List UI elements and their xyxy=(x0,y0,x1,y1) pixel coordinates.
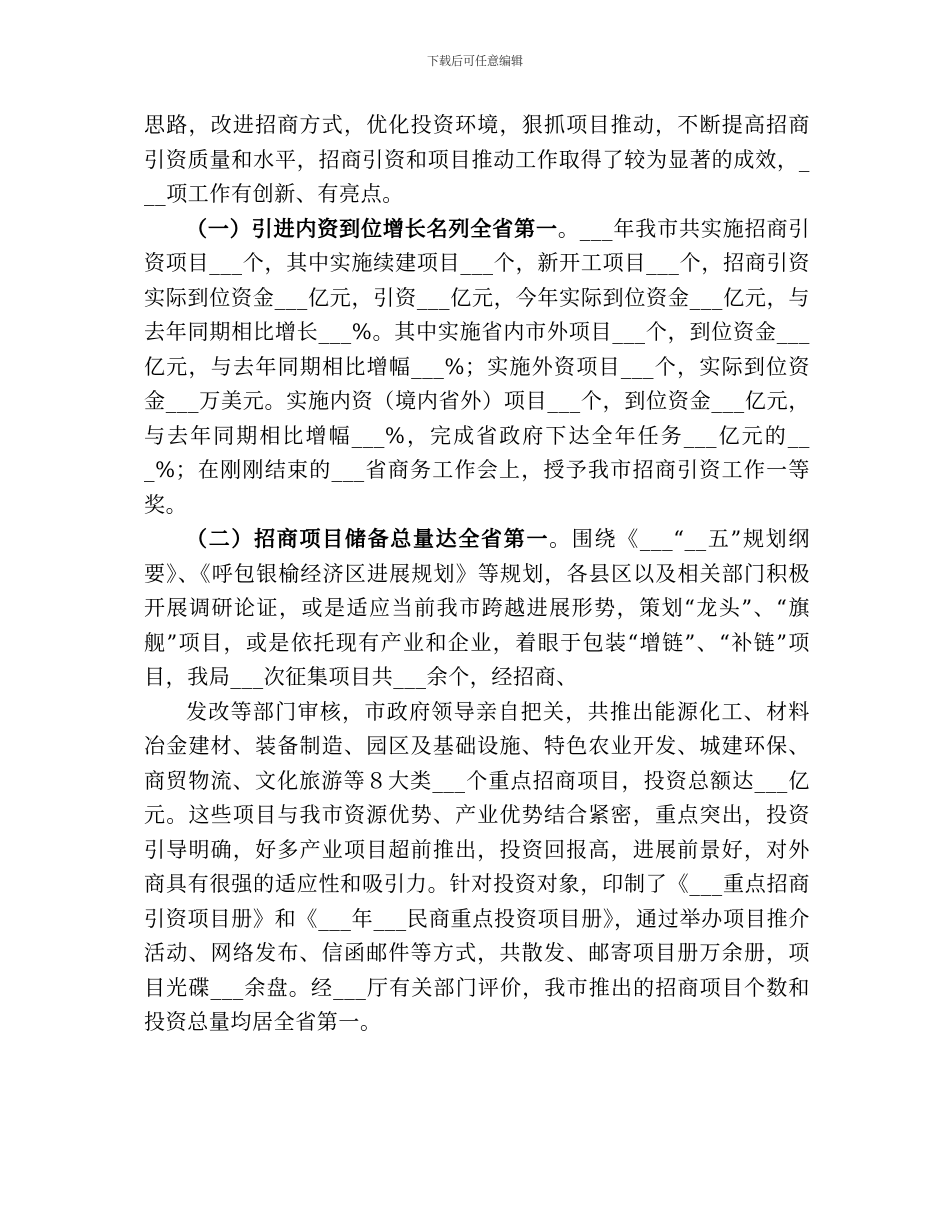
paragraph-section-one xyxy=(144,212,810,523)
section-two-body: 。围绕《___“__五”规划纲要》、《呼包银榆经济区进展规划》等规划，各县区以及相关部门积极开展调研论证，或是适应当前我市跨越进展形势，策划“龙头”、“旗舰”项目，或是依托现有产业和企业，着眼于包装“增链”、“补链”项目，我局___次征集项目共___余个，经招商、 xyxy=(144,527,810,689)
section-one-heading: （一）引进内资到位增长名列全省第一 xyxy=(186,216,558,241)
section-one-body: 。___年我市共实施招商引资项目___个，其中实施续建项目___个，新开工项目___个，招商引资实际到位资金___亿元，引资___亿元，今年实际到位资金___亿元，与去年同期相比增长___%。其中实施省内市外项目___个，到位资金___亿元，与去年同期相比增幅___%；实施外资项目___个，实际到位资金___万美元。实施内资（境内省外）项目___个，到位资金___亿元，与去年同期相比增幅___%，完成省政府下达全年任务___亿元的___%；在刚刚结束的___省商务工作会上，授予我市招商引资工作一等奖。 xyxy=(144,216,810,517)
paragraph-continuation: 思路，改进招商方式，优化投资环境，狠抓项目推动，不断提高招商引资质量和水平，招商引资和项目推动工作取得了较为显著的成效，___项工作有创新、有亮点。 xyxy=(144,113,810,206)
paragraph-section-two xyxy=(144,522,810,695)
document-body xyxy=(144,108,810,1040)
section-two-heading: （二）招商项目储备总量达全省第一 xyxy=(186,527,550,551)
page-header: 下载后可任意编辑 xyxy=(426,54,523,68)
paragraph-section-two-continued: 发改等部门审核，市政府领导亲自把关，共推出能源化工、材料冶金建材、装备制造、园区及基础设施、特色农业开发、城建环保、商贸物流、文化旅游等８大类___个重点招商项目，投资总额达___亿元。这些项目与我市资源优势、产业优势结合紧密，重点突出，投资引导明确，好多产业项目超前推出，投资回报高，进展前景好，对外商具有很强的适应性和吸引力。针对投资对象，印制了《___重点招商引资项目册》和《___年___民商重点投资项目册》，通过举办项目推介活动、网络发布、信函邮件等方式，共散发、邮寄项目册万余册，项目光碟___余盘。经___厅有关部门评价，我市推出的招商项目个数和投资总量均居全省第一。 xyxy=(144,699,810,1034)
